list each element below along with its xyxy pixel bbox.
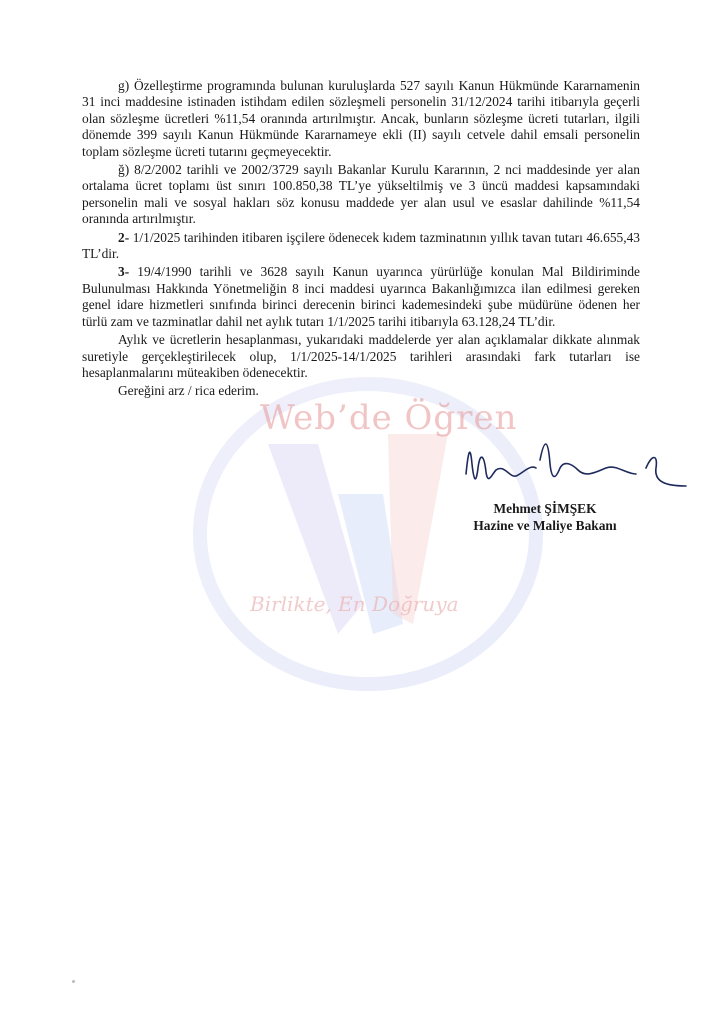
watermark-slogan: Birlikte, En Doğruya (250, 592, 459, 616)
paragraph-text: ğ) 8/2/2002 tarihli ve 2002/3729 sayılı Bakanlar Kurulu Kararının, 2 nci maddesinde yer alan ortalama ücret toplamı üst sınırı 100.850,38 TL’ye yükseltilmiş ve 3 üncü maddesi kapsamındaki personelin mali ve sosyal hakları söz konusu maddede yer alan usul ve esaslar dahilinde %11,54 oranında artırılmıştır. (82, 162, 640, 227)
document-body (82, 78, 640, 402)
paragraph-3 (82, 264, 640, 330)
paragraph-number: 2- (118, 229, 130, 245)
paragraph-closing (82, 332, 640, 381)
signatory-title: Hazine ve Maliye Bakanı (473, 518, 617, 533)
paragraph-request (82, 383, 640, 399)
signatory-name: Mehmet ŞİMŞEK (493, 501, 597, 516)
paragraph-2 (82, 230, 640, 263)
paragraph-text: Gereğini arz / rica ederim. (118, 383, 259, 399)
paragraph-text: g) Özelleştirme programında bulunan kuruluşlarda 527 sayılı Kanun Hükmünde Kararnamenin 31 inci maddesine istinaden istihdam edilen sözleşmeli personelin 31/12/2024 tarihi itibarıyla geçerli olan sözleşme ücretleri %11,54 oranında artırılmıştır. Ancak, bunların sözleşme ücreti tutarları, ilgili dönemde 399 sayılı Kanun Hükmünde Kararnameye ekli (II) sayılı cetvele dahil emsali personelin toplam sözleşme ücreti tutarını geçmeyecektir. (82, 78, 640, 159)
paragraph-text: 1/1/2025 tarihinden itibaren işçilere ödenecek kıdem tazminatının yıllık tavan tutarı 46.655,43 TL’dir. (82, 229, 640, 262)
handwritten-signature (460, 434, 690, 498)
paragraph-text: Aylık ve ücretlerin hesaplanması, yukarıdaki maddelerde yer alan açıklamalar dikkate alınmak suretiyle gerçekleştirilecek olup, 1/1/2025-14/1/2025 tarihleri arasındaki fark tutarları ise hesaplanmalarını müteakiben ödenecektir. (82, 332, 640, 380)
paragraph-text: 19/4/1990 tarihli ve 3628 sayılı Kanun uyarınca yürürlüğe konulan Mal Bildiriminde Bulunulması Hakkında Yönetmeliğin 8 inci maddesi uyarınca Bakanlığımızca ilan edilmesi gereken genel idare hizmetleri sınıfında birinci derecenin birinci kademesindeki şube müdürüne ödenen her türlü zam ve tazminatlar dahil net aylık tutarı 1/1/2025 tarihi itibarıyla 63.128,24 TL’dir. (82, 264, 640, 329)
paragraph-gh (82, 162, 640, 228)
watermark-title: Web’de Öğren (260, 398, 518, 438)
paragraph-number: 3- (118, 264, 130, 280)
signatory-block (460, 500, 630, 534)
scan-speck (72, 980, 75, 983)
paragraph-g (82, 78, 640, 160)
